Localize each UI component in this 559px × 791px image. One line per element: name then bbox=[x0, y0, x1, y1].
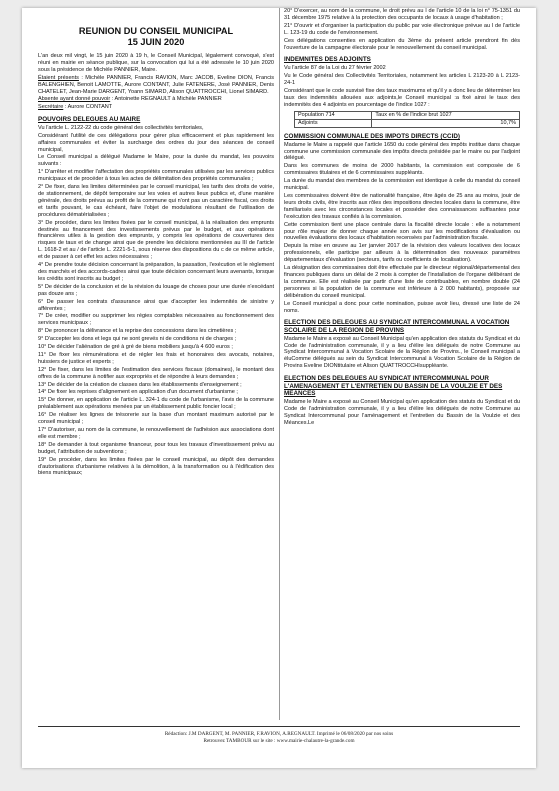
absent-label: Absente ayant donné pouvoir bbox=[38, 96, 111, 103]
table-row bbox=[295, 120, 520, 128]
paragraph: Madame le Maire a exposé au Conseil Municipal qu'en application des statuts du Syndicat et du Code de l'administration communale, il y a lieu d'élire les délégués de notre Commune au Syndicat Intercommunal à Vocation Scolaire de la Région de Provins., le Conseil municipal a éluComme délégués au sein du Syndicat Intercommunal à Vocation Scolaire de la Région de Provins Eveline DIONtitulaire et Alison QUATTROCCHIsuppléante. bbox=[284, 335, 520, 370]
section-heading-voulzie: ELECTION DES DELEGUES AU SYNDICAT INTERCOMMUNAL POUR L'AMENAGEMENT ET L'ENTRETIEN DU BASSIN DE LA VOULZIE ET DES MEANCES bbox=[284, 375, 503, 398]
paragraph: Madame le Maire a rappelé que l'article 1650 du code général des impôts institue dans chaque commune une commission communale des impôts directs présidée par le maire ou par l'adjoint délégué. bbox=[284, 141, 520, 162]
paragraph: 20° D'exercer, au nom de la commune, le droit prévu au I de l'article 10 de la loi n° 75-1351 du 31 décembre 1975 relative à la protection des occupants de locaux à usage d'habitation ; bbox=[284, 8, 520, 21]
secretaire-paragraph bbox=[38, 104, 274, 111]
paragraph: Les commissaires doivent être de nationalité française, être âgés de 25 ans au moins, jouir de leurs droits civils, être inscrits aux rôles des impositions directes locales dans la commune, être familiarisés avec les circonstances locales et posséder des connaissances suffisantes pour l'exécution des travaux confiés à la commission. bbox=[284, 193, 520, 220]
paragraph: 10° De décider l'aliénation de gré à gré de biens mobiliers jusqu'à 4 600 euros ; bbox=[38, 344, 233, 351]
paragraph: 11° De fixer les rémunérations et de régler les frais et honoraires des avocats, notaires, huissiers de justice et experts ; bbox=[38, 351, 274, 365]
presents-label: Étaient présents bbox=[38, 74, 79, 81]
table-cell: Adjoints bbox=[295, 120, 372, 128]
section-heading-ccid: COMMISSION COMMUNALE DES IMPOTS DIRECTS (CCID) bbox=[284, 133, 460, 141]
indemnites-table bbox=[294, 111, 520, 128]
paragraph: La durée du mandat des membres de la commission est identique à celle du mandat du conseil municipal. bbox=[284, 178, 520, 192]
paragraph: 2° De fixer, dans les limites déterminées par le conseil municipal, les tarifs des droits de voirie, de stationnement, de dépôt temporaire sur les voies et autres lieux publics et, d'une manière générale, des droits prévus au profit de la commune qui n'ont pas un caractère fiscal, ces droits et tarifs pouvant, le cas échéant, faire l'objet de modulations résultant de l'utilisation de procédures dématérialisées ; bbox=[38, 184, 274, 218]
paragraph: Considérant que le code susvisé fixe des taux maximums et qu'il y a donc lieu de déterminer les taux des indemnités allouées aux adjoints,le Conseil municipal :a fixé ainsi le taux des indemnités des 4 adjoints en pourcentage de l'indice 1027 : bbox=[284, 87, 520, 108]
paragraph: La désignation des commissaires doit être effectuée par le directeur régional/départemental des finances publiques dans un délai de 2 mois à compter de l'installation de l'organe délibérant de la commune. Elle est réalisée par partir d'une liste de contribuables, en nombre double (24 personnes si la population de la commune est inférieure à 2 000 habitants), proposée sur délibération du conseil municipal. bbox=[284, 265, 520, 299]
section-body-voulzie bbox=[284, 399, 520, 427]
footer-credits: Rédaction: J.M DARGENT, M. PANNIER, F.RAVION, A.REGNAULT. Imprimé le 06/08/2020 par nos soins bbox=[164, 731, 394, 737]
paragraph: 7° De créer, modifier ou supprimer les régies comptables nécessaires au fonctionnement des services municipaux ; bbox=[38, 313, 274, 327]
paragraph: 4° De prendre toute décision concernant la préparation, la passation, l'exécution et le règlement des marchés et des accords-cadres ainsi que toute décision concernant leurs avenants, lorsque les crédits sont inscrits au budget ; bbox=[38, 262, 274, 282]
paragraph: 8° De prononcer la délivrance et la reprise des concessions dans les cimetières ; bbox=[38, 328, 237, 335]
paragraph: 15° De donner, en application de l'article L. 324-1 du code de l'urbanisme, l'avis de la commune préalablement aux opérations menées par un établissement public foncier local ; bbox=[38, 397, 274, 411]
paragraph: 17° D'autoriser, au nom de la commune, le renouvellement de l'adhésion aux associations dont elle est membre ; bbox=[38, 427, 274, 440]
table-row bbox=[295, 112, 520, 120]
paragraph: Vu le Code général des Collectivités Territoriales, notamment les articles L 2123-20 à L 2123-24-1 bbox=[284, 72, 520, 86]
paragraph: Le Conseil municipal a donc pour cette nomination, puisse avoir lieu, dressé une liste de 24 noms. bbox=[284, 300, 520, 314]
paragraph: Vu l'article 87 de la Loi du 27 février 2002 bbox=[284, 65, 386, 72]
paragraph: 13° De décider de la création de classes dans les établissements d'enseignement ; bbox=[38, 381, 242, 388]
column-divider bbox=[279, 8, 280, 720]
paragraph: 14° De fixer les reprises d'alignement en application d'un document d'urbanisme ; bbox=[38, 389, 238, 396]
intro-paragraph: L'an deux mil vingt, le 15 juin 2020 à 19 h, le Conseil Municipal, légalement convoqué, s'est réuni en mairie en séance publique, sur la convocation qui lui a été adressée le 10 juin 2020 sous la présidence de Michèle PANNIER, Maire. bbox=[38, 53, 274, 73]
left-column bbox=[38, 26, 274, 478]
paragraph: 21° D'ouvrir et d'organiser la participation du public par voie électronique prévue au I de l'article L. 123-19 du code de l'environnement. bbox=[284, 22, 520, 36]
presents-paragraph bbox=[38, 75, 274, 96]
title-line-2: 15 JUIN 2020 bbox=[127, 37, 185, 47]
secretaire-label: Secrétaire bbox=[38, 104, 64, 111]
paragraph: 18° De demander à tout organisme financeur, pour tous les travaux d'investissement prévu au budget, l'attribution de subventions ; bbox=[38, 441, 274, 455]
paragraph: Ces délégations consenties en application du 3ème du présent article prendront fin dès l'ouverture de la campagne électorale pour le renouvellement du conseil municipal. bbox=[284, 37, 520, 51]
title-line-1: REUNION DU CONSEIL MUNICIPAL bbox=[78, 26, 234, 36]
paragraph: 16° De réaliser les lignes de trésorerie sur la base d'un montant maximum autorisé par le conseil municipal ; bbox=[38, 412, 274, 426]
table-header-cell: Population 714 bbox=[295, 112, 372, 120]
page-footer bbox=[38, 726, 520, 744]
section-body-sivos bbox=[284, 336, 520, 371]
page-title bbox=[38, 26, 274, 48]
paragraph: 9° D'accepter les dons et legs qui ne sont grevés ni de conditions ni de charges ; bbox=[38, 336, 237, 343]
right-column bbox=[284, 8, 520, 428]
paragraph: Madame le Maire a exposé au Conseil Municipal qu'en application des statuts du Syndicat et du Code de l'administration communale, il y a lieu d'élire les délégués de notre Commune au Syndicat Intercommunal pour l'aménagement et l'entretien du Bassin de la Voulzie et des Méances.Le bbox=[284, 398, 520, 426]
document-page bbox=[22, 8, 536, 768]
presents-text: : Michèle PANNIER, Francis RAVION, Marc JACOB, Eveline DION, Francis BALENGHIEN, Benoit LAMOTTE, Aurore CONTANT, Julie FATENERE, José PANNIER, Denis CHATELET, Jean-Marie DARGENT, Yoann SIMARD, Alison QUATTROCCHI, Lionel SIMARD. bbox=[38, 74, 274, 95]
section-body-pouvoirs bbox=[38, 125, 274, 478]
paragraph: Depuis la mise en œuvre au 1er janvier 2017 de la révision des valeurs locatives des locaux professionnels, elle participe par ailleurs à la détermination des nouveaux paramètres départementaux d'évaluation (secteurs, tarifs ou coefficients de localisation). bbox=[284, 243, 520, 264]
paragraph: 5° De décider de la conclusion et de la révision du louage de choses pour une durée n'excédant pas douze ans ; bbox=[38, 283, 274, 297]
paragraph: Considérant l'utilité de ces délégations pour gérer plus efficacement et plus rapidement les affaires communales et éviter la surcharge des ordres du jour des séances de conseil municipal, bbox=[38, 132, 274, 153]
secretaire-text: : Aurore CONTANT bbox=[63, 104, 113, 111]
section-body-pouvoirs-continued bbox=[284, 8, 520, 51]
section-heading-pouvoirs: POUVOIRS DELEGUES AU MAIRE bbox=[38, 116, 141, 124]
paragraph: 19° De procéder, dans les limites fixées par le conseil municipal, au dépôt des demandes d'autorisations d'urbanisme relatives à la démolition, à la transformation ou à l'édification des biens municipaux; bbox=[38, 456, 274, 477]
paragraph: Vu l'article L. 2122-22 du code général des collectivités territoriales, bbox=[38, 124, 204, 131]
paragraph: Dans les communes de moins de 2000 habitants, la commission est composée de 6 commissaires titulaires et de 6 commissaires suppléants. bbox=[284, 163, 520, 177]
absent-paragraph bbox=[38, 96, 274, 103]
absent-text: : Antoinette REGNAULT à Michèle PANNIER bbox=[110, 96, 222, 103]
section-heading-sivos: ELECTION DES DELEGUES AU SYNDICAT INTERCOMMUNAL A VOCATION SCOLAIRE DE LA REGION DE PROVINS bbox=[284, 319, 510, 334]
paragraph: 12° De fixer, dans les limites de l'estimation des services fiscaux (domaines), le montant des offres de la commune à notifier aux expropriés et de répondre à leurs demandes ; bbox=[38, 366, 274, 380]
paragraph: 1° D'arrêter et modifier l'affectation des propriétés communales utilisées par les services publics municipaux et de procéder à tous les actes de délimitation des propriétés communales ; bbox=[38, 169, 274, 183]
section-heading-indemnites: INDEMNITES DES ADJOINTS bbox=[284, 56, 371, 64]
paragraph: 6° De passer les contrats d'assurance ainsi que d'accepter les indemnités de sinistre y afférentes ; bbox=[38, 298, 274, 312]
footer-website: Retrouvez TAMBOUR sur le site : www.mairie-chalautre-la-grande.com bbox=[203, 737, 355, 744]
paragraph: Le Conseil municipal a délégué Madame le Maire, pour la durée du mandat, les pouvoirs suivants : bbox=[38, 154, 274, 168]
paragraph: 3° De procéder, dans les limites fixées par le conseil municipal, à la réalisation des emprunts destinés au financement des investissements prévus par le budget, et aux opérations financières utiles à la gestion des emprunts, y compris les opérations de couvertures des risques de taux et de change ainsi que de prendre les décisions mentionnées au III de l'article L. 1618-2 et au / de l'article L. 2221-5-1, sous réserve des dispositions du c de ce même article, et de passer à cet effet les actes nécessaires ; bbox=[38, 219, 274, 261]
section-body-indemnites bbox=[284, 65, 520, 108]
table-cell: 10,7% bbox=[372, 120, 520, 128]
paragraph: Cette commission tient une place centrale dans la fiscalité directe locale : elle a notamment pour rôle majeur de donner chaque année son avis sur les modifications d'évaluation ou nouvelles évaluations des locaux d'habitation recensées par l'administration fiscale. bbox=[284, 221, 520, 242]
table-header-cell: Taux en % de l'indice brut 1027 bbox=[372, 112, 520, 120]
section-body-ccid bbox=[284, 142, 520, 315]
